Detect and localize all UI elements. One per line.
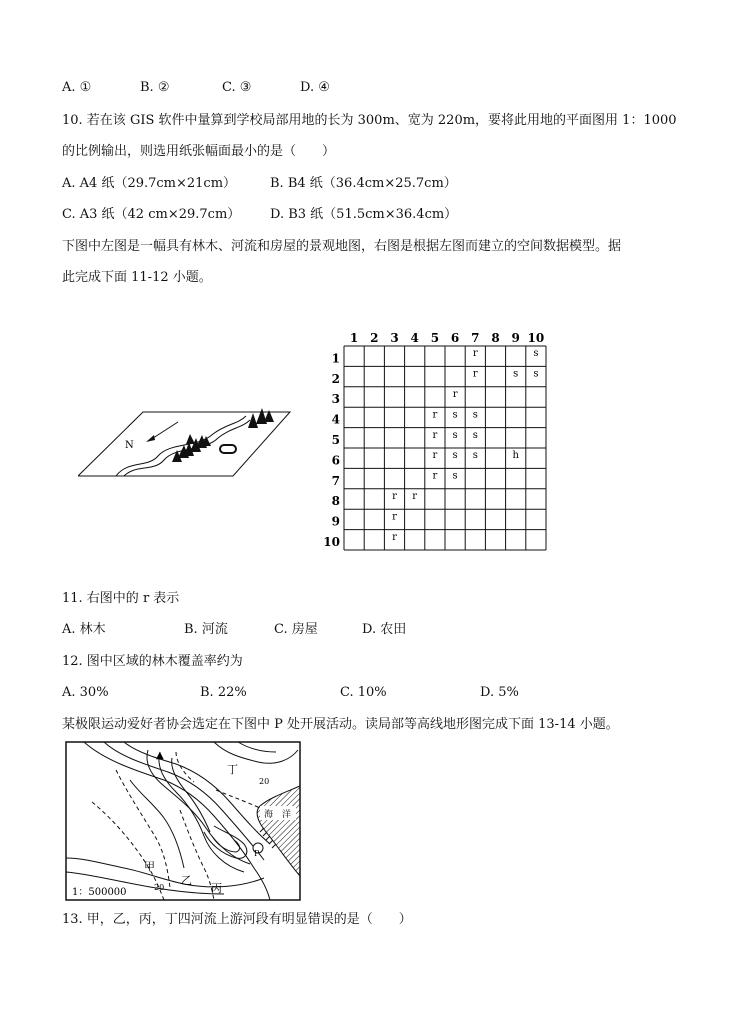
grid-column-label: 9	[511, 331, 520, 345]
sea-label-1: 海	[264, 810, 274, 820]
grid-cell-mark-s: s	[533, 368, 539, 380]
q11-options	[62, 621, 406, 639]
intro-11-12-line1: 下图中左图是一幅具有林木、河流和房屋的景观地图，右图是根据左图而建立的空间数据模型。据	[62, 239, 622, 254]
grid-row-label: 5	[331, 433, 340, 447]
q11-option-c: C. 房屋	[274, 622, 318, 637]
grid-row-label: 3	[331, 392, 340, 407]
landscape-map-figure	[78, 398, 296, 484]
q12-stem: 12. 图中区域的林木覆盖率约为	[62, 654, 243, 669]
q11-option-d: D. 农田	[362, 622, 407, 637]
grid-column-label: 6	[450, 331, 460, 345]
intro-13-14: 某极限运动爱好者协会选定在下图中 P 处开展活动。读局部等高线地形图完成下面 13-14 小题。	[62, 717, 619, 732]
grid-cell-mark-s: s	[472, 409, 478, 421]
grid-cell-mark-r: r	[472, 348, 478, 360]
grid-cell-mark-s: s	[452, 409, 458, 421]
q10-option-b: B. B4 纸（36.4cm×25.7cm）	[270, 176, 457, 191]
grid-column-label: 3	[390, 331, 399, 345]
grid-column-labels	[350, 331, 544, 345]
label-yi: 乙	[181, 874, 192, 887]
grid-cell-mark-s: s	[452, 470, 458, 482]
grid-cell-mark-r: r	[392, 491, 397, 502]
q9-options	[62, 79, 330, 97]
label-jia: 甲	[144, 860, 155, 873]
contour-label-top: 20	[259, 777, 270, 786]
grid-cell-mark-r: r	[392, 511, 397, 523]
grid-row-label: 2	[331, 371, 340, 386]
grid-column-label: 1	[349, 331, 359, 345]
grid-column-label: 5	[430, 331, 440, 345]
grid-row-label: 4	[331, 412, 340, 427]
q12-option-b: B. 22%	[200, 685, 247, 700]
grid-cell-mark-s: s	[472, 429, 478, 441]
grid-column-label: 8	[491, 331, 500, 345]
house	[220, 445, 236, 453]
q10-options-row2	[62, 206, 457, 224]
q11-stem: 11. 右图中的 r 表示	[62, 591, 180, 606]
contour-map-figure	[64, 740, 304, 902]
grid-cell-mark-s: s	[472, 450, 478, 462]
grid-row-label: 9	[331, 514, 340, 529]
north-arrow-head	[146, 435, 155, 442]
grid-cell-mark-s: s	[452, 429, 458, 441]
grid-cell-mark-r: r	[432, 450, 438, 462]
grid-cell-mark-r: r	[452, 389, 458, 400]
q12-options	[62, 684, 519, 702]
q10-stem-line2: 的比例输出，则选用纸张幅面最小的是（ ）	[62, 144, 336, 159]
q10-options-row1	[62, 175, 457, 193]
peak-marker: ▲	[156, 750, 164, 761]
grid-row-label: 10	[323, 535, 340, 549]
scale-label: 1：500000	[72, 887, 127, 898]
grid-cell-mark-s: s	[452, 450, 458, 462]
grid-column-label: 4	[410, 331, 419, 345]
contour-label-bottom: 20	[154, 883, 165, 892]
grid-row-label: 6	[331, 453, 340, 468]
grid-row-label: 7	[331, 473, 340, 488]
q9-option-b: B. ②	[140, 80, 170, 95]
grid-data-model	[300, 328, 550, 558]
intro-11-12-line2: 此完成下面 11-12 小题。	[62, 270, 212, 285]
q13-stem: 13. 甲，乙，丙，丁四河流上游河段有明显错误的是（ ）	[62, 912, 412, 927]
q10-option-a: A. A4 纸（29.7cm×21cm）	[62, 176, 237, 191]
q11-option-a: A. 林木	[62, 622, 106, 637]
grid-cell-mark-r: r	[432, 429, 438, 441]
grid-cell-mark-r: r	[472, 368, 478, 380]
q10-stem-line1: 10. 若在该 GIS 软件中量算到学校局部用地的长为 300m、宽为 220m，要将此用地的平面图用 1：1000	[62, 113, 677, 128]
grid-cell-mark-r: r	[392, 531, 397, 543]
q12-option-a: A. 30%	[62, 685, 109, 700]
grid-row-label: 8	[331, 494, 340, 509]
grid-cell-mark-s: s	[513, 368, 519, 380]
label-p: P	[254, 849, 260, 858]
q9-option-c: C. ③	[222, 80, 252, 95]
q10-option-d: D. B3 纸（51.5cm×36.4cm）	[270, 207, 458, 222]
north-label: N	[125, 440, 134, 451]
grid-cell-mark-h: h	[512, 450, 519, 462]
grid-column-label: 7	[471, 331, 480, 345]
q12-option-d: D. 5%	[480, 685, 519, 700]
grid-row-label: 1	[331, 351, 340, 366]
q10-option-c: C. A3 纸（42 cm×29.7cm）	[62, 207, 241, 222]
grid-cell-mark-r: r	[432, 409, 438, 421]
label-bing: 丙	[211, 882, 222, 895]
grid-cell-mark-s: s	[533, 348, 539, 360]
q12-option-c: C. 10%	[340, 685, 387, 700]
sea-label-2: 洋	[282, 810, 292, 820]
q11-option-b: B. 河流	[184, 622, 228, 637]
q9-option-a: A. ①	[62, 80, 92, 95]
grid-cell-mark-r: r	[432, 470, 438, 482]
q9-option-d: D. ④	[300, 80, 330, 95]
grid-cell-mark-r: r	[412, 491, 418, 502]
label-ding: 丁	[227, 763, 238, 776]
grid-row-labels	[323, 351, 340, 549]
grid-column-label: 10	[527, 331, 545, 345]
grid-column-label: 2	[370, 331, 379, 345]
